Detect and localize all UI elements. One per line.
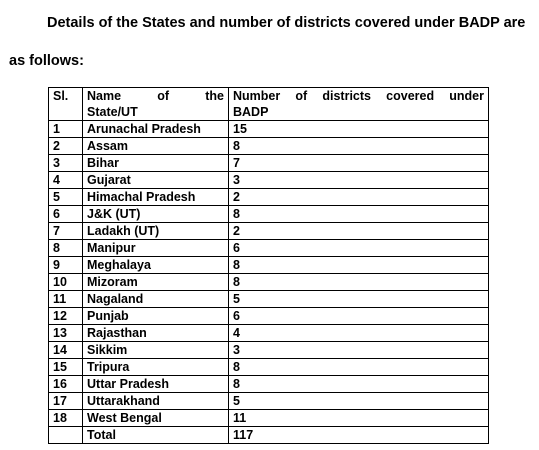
row-sl-cell: 17: [49, 393, 83, 410]
row-district-count-cell: 8: [229, 274, 489, 291]
row-state-cell: Assam: [83, 138, 229, 155]
header-sl-label: Sl.: [53, 89, 69, 103]
row-district-count-cell: 3: [229, 172, 489, 189]
row-sl-cell: 5: [49, 189, 83, 206]
row-sl-cell: 13: [49, 325, 83, 342]
table-row: [49, 257, 489, 274]
table-header-row: [49, 88, 489, 121]
table-row: [49, 410, 489, 427]
table-row: [49, 121, 489, 138]
table-row: [49, 189, 489, 206]
row-sl-cell: 6: [49, 206, 83, 223]
header-district-count-line2: BADP: [233, 105, 269, 119]
header-state-name: [83, 88, 229, 121]
header-word: districts: [322, 89, 371, 103]
row-sl-cell: 1: [49, 121, 83, 138]
row-district-count-cell: 6: [229, 308, 489, 325]
document-heading: Details of the States and number of districts covered under BADP are: [47, 15, 526, 31]
header-word: of: [295, 89, 308, 103]
row-sl-cell: 16: [49, 376, 83, 393]
row-state-cell: Ladakh (UT): [83, 223, 229, 240]
total-sl-cell: [49, 427, 83, 444]
row-sl-cell: 8: [49, 240, 83, 257]
header-district-count: [229, 88, 489, 121]
row-district-count-cell: 8: [229, 138, 489, 155]
row-state-cell: Gujarat: [83, 172, 229, 189]
header-word: Name: [87, 89, 122, 103]
row-district-count-cell: 6: [229, 240, 489, 257]
table-row: [49, 308, 489, 325]
row-district-count-cell: 8: [229, 257, 489, 274]
row-district-count-cell: 2: [229, 189, 489, 206]
row-district-count-cell: 5: [229, 393, 489, 410]
header-sl: [49, 88, 83, 121]
row-sl-cell: 3: [49, 155, 83, 172]
badp-districts-table: [48, 87, 489, 444]
row-sl-cell: 12: [49, 308, 83, 325]
table-total-row: [49, 427, 489, 444]
table-row: [49, 342, 489, 359]
table-row: [49, 376, 489, 393]
table-row: [49, 291, 489, 308]
header-state-name-line1: [87, 88, 224, 104]
row-state-cell: West Bengal: [83, 410, 229, 427]
row-sl-cell: 14: [49, 342, 83, 359]
table-row: [49, 172, 489, 189]
row-sl-cell: 9: [49, 257, 83, 274]
header-word: Number: [233, 89, 281, 103]
row-district-count-cell: 8: [229, 206, 489, 223]
row-sl-cell: 7: [49, 223, 83, 240]
row-district-count-cell: 7: [229, 155, 489, 172]
table-row: [49, 155, 489, 172]
row-state-cell: Himachal Pradesh: [83, 189, 229, 206]
table-row: [49, 240, 489, 257]
row-state-cell: J&K (UT): [83, 206, 229, 223]
row-state-cell: Sikkim: [83, 342, 229, 359]
row-state-cell: Meghalaya: [83, 257, 229, 274]
row-district-count-cell: 15: [229, 121, 489, 138]
row-sl-cell: 11: [49, 291, 83, 308]
header-district-count-line1: [233, 88, 484, 104]
row-sl-cell: 18: [49, 410, 83, 427]
row-district-count-cell: 2: [229, 223, 489, 240]
table-row: [49, 206, 489, 223]
row-district-count-cell: 8: [229, 359, 489, 376]
total-district-count-cell: 117: [229, 427, 489, 444]
header-word: of: [157, 89, 170, 103]
row-sl-cell: 10: [49, 274, 83, 291]
row-district-count-cell: 4: [229, 325, 489, 342]
header-word: covered: [386, 89, 435, 103]
header-word: the: [205, 89, 224, 103]
table-row: [49, 223, 489, 240]
row-district-count-cell: 5: [229, 291, 489, 308]
row-state-cell: Mizoram: [83, 274, 229, 291]
row-state-cell: Uttar Pradesh: [83, 376, 229, 393]
row-district-count-cell: 3: [229, 342, 489, 359]
document-heading-continuation: as follows:: [9, 53, 84, 69]
table-row: [49, 325, 489, 342]
total-label-cell: Total: [83, 427, 229, 444]
row-state-cell: Rajasthan: [83, 325, 229, 342]
table-row: [49, 274, 489, 291]
header-state-name-line2: State/UT: [87, 105, 138, 119]
row-state-cell: Uttarakhand: [83, 393, 229, 410]
row-state-cell: Tripura: [83, 359, 229, 376]
row-sl-cell: 4: [49, 172, 83, 189]
header-word: under: [449, 89, 484, 103]
row-state-cell: Nagaland: [83, 291, 229, 308]
row-district-count-cell: 8: [229, 376, 489, 393]
row-district-count-cell: 11: [229, 410, 489, 427]
row-state-cell: Manipur: [83, 240, 229, 257]
table-row: [49, 138, 489, 155]
table-body: [49, 121, 489, 444]
row-sl-cell: 15: [49, 359, 83, 376]
row-sl-cell: 2: [49, 138, 83, 155]
row-state-cell: Bihar: [83, 155, 229, 172]
row-state-cell: Arunachal Pradesh: [83, 121, 229, 138]
table-row: [49, 359, 489, 376]
row-state-cell: Punjab: [83, 308, 229, 325]
table-row: [49, 393, 489, 410]
